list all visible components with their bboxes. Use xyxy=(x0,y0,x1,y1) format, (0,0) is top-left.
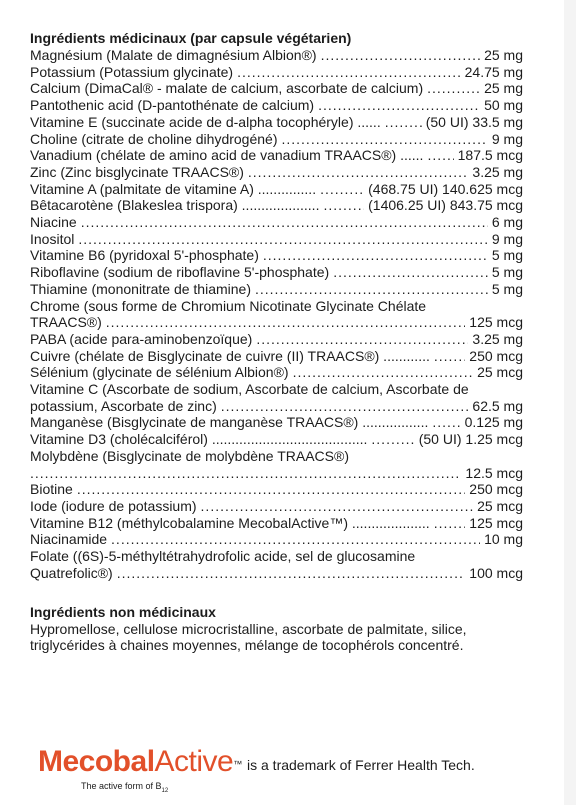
ingredient-name: Vitamine B6 (pyridoxal 5'-phosphate) xyxy=(30,247,259,264)
ingredient-row xyxy=(30,247,523,264)
leader-dots xyxy=(321,47,481,64)
leader-dots xyxy=(434,515,466,532)
ingredient-amount: 100 mcg xyxy=(469,564,523,581)
leader-dots xyxy=(117,565,466,582)
ingredient-name: Quatrefolic®) xyxy=(30,564,113,581)
ingredient-name: Vanadium (chélate de amino acid de vanadium TRAACS®) ...... xyxy=(30,147,424,164)
ingredient-row xyxy=(30,431,523,448)
ingredient-row xyxy=(30,264,523,281)
ingredient-amount: 3.25 mg xyxy=(472,163,523,180)
leader-dots xyxy=(427,80,480,97)
leader-dots xyxy=(333,264,488,281)
ingredient-row xyxy=(30,364,523,381)
ingredient-row xyxy=(30,481,523,498)
ingredient-name: Chrome (sous forme de Chromium Nicotinate Glycinate Chélate xyxy=(30,297,427,314)
ingredient-amount: 3.25 mg xyxy=(472,330,523,347)
ingredient-row xyxy=(30,64,523,81)
medicinal-list xyxy=(30,47,523,582)
ingredient-amount: 25 mcg xyxy=(477,364,523,381)
ingredient-name: Molybdène (Bisglycinate de molybdène TRAACS®) xyxy=(30,447,349,464)
leader-dots xyxy=(323,197,364,214)
leader-dots xyxy=(221,398,469,415)
ingredient-amount: 5 mg xyxy=(491,264,523,281)
ingredient-name: Inositol xyxy=(30,230,75,247)
page-edge xyxy=(564,0,576,805)
ingredient-row xyxy=(30,565,523,582)
ingredient-name: potassium, Ascorbate de zinc) xyxy=(30,397,217,414)
leader-dots xyxy=(77,481,465,498)
leader-dots xyxy=(320,181,364,198)
ingredient-name: Cuivre (chélate de Bisglycinate de cuivre (II) TRAACS®) ............ xyxy=(30,347,430,364)
ingredient-row xyxy=(30,281,523,298)
ingredient-row xyxy=(30,197,523,214)
ingredient-row xyxy=(30,231,523,248)
ingredient-row xyxy=(30,348,523,365)
ingredient-name: Vitamine C (Ascorbate de sodium, Ascorbate de calcium, Ascorbate de xyxy=(30,381,469,398)
ingredient-row xyxy=(30,114,523,131)
leader-dots xyxy=(255,281,488,298)
leader-dots xyxy=(81,214,488,231)
ingredients-panel xyxy=(30,30,523,654)
ingredient-amount: (50 UI) 33.5 mg xyxy=(425,113,523,130)
ingredient-row xyxy=(30,448,523,465)
ingredient-amount: 0.125 mg xyxy=(464,414,523,431)
leader-dots xyxy=(111,531,480,548)
ingredient-name: Thiamine (mononitrate de thiamine) xyxy=(30,280,251,297)
ingredient-name: Manganèse (Bisglycinate de manganèse TRAACS®) ................. xyxy=(30,414,429,431)
ingredient-row xyxy=(30,147,523,164)
leader-dots xyxy=(263,247,488,264)
ingredient-row xyxy=(30,398,523,415)
ingredient-amount: 9 mg xyxy=(491,130,523,147)
leader-dots xyxy=(201,498,474,515)
ingredient-name: Pantothenic acid (D-pantothénate de calcium) xyxy=(30,97,315,114)
leader-dots xyxy=(30,465,461,482)
ingredient-amount: 187.5 mcg xyxy=(457,147,523,164)
ingredient-name: Vitamine A (palmitate de vitamine A) ............... xyxy=(30,180,317,197)
ingredient-row xyxy=(30,298,523,315)
ingredient-row xyxy=(30,80,523,97)
ingredient-name: Calcium (DimaCal® - malate de calcium, ascorbate de calcium) xyxy=(30,80,424,97)
leader-dots xyxy=(248,164,469,181)
ingredient-name: Biotine xyxy=(30,481,73,498)
ingredient-row xyxy=(30,531,523,548)
ingredient-name: Vitamine D3 (cholécalciférol) ........................................ xyxy=(30,431,368,448)
ingredient-amount: 25 mg xyxy=(484,80,523,97)
nonmedicinal-heading: Ingrédients non médicinaux xyxy=(30,603,216,620)
ingredient-row xyxy=(30,164,523,181)
mecobalactive-logo: MecobalActive™ xyxy=(38,745,242,778)
nonmedicinal-text: Hypromellose, cellulose microcristalline, ascorbate de palmitate, silice, triglycérides à chaines moyennes, mélange de tocophérols concentré. xyxy=(30,620,467,653)
ingredient-amount: 5 mg xyxy=(491,280,523,297)
brand-footer xyxy=(38,746,508,796)
ingredient-name: Bêtacarotène (Blakeslea trispora) .................... xyxy=(30,197,320,214)
ingredient-row xyxy=(30,548,523,565)
ingredient-amount: 250 mcg xyxy=(469,481,523,498)
ingredient-row xyxy=(30,498,523,515)
ingredient-amount: 62.5 mg xyxy=(472,397,523,414)
ingredient-row xyxy=(30,381,523,398)
ingredient-amount: 12.5 mcg xyxy=(465,464,523,481)
ingredient-amount: (468.75 UI) 140.625 mcg xyxy=(368,180,523,197)
leader-dots xyxy=(237,64,461,81)
ingredient-name: Zinc (Zinc bisglycinate TRAACS®) xyxy=(30,163,244,180)
leader-dots xyxy=(256,331,468,348)
leader-dots xyxy=(78,231,488,248)
ingredient-amount: (1406.25 UI) 843.75 mcg xyxy=(368,197,523,214)
ingredient-name: TRAACS®) xyxy=(30,314,102,331)
ingredient-row xyxy=(30,181,523,198)
ingredient-name: Riboflavine (sodium de riboflavine 5'-phosphate) xyxy=(30,264,330,281)
leader-dots xyxy=(293,364,474,381)
ingredient-amount: 250 mcg xyxy=(469,347,523,364)
ingredient-amount: 10 mg xyxy=(484,531,523,548)
ingredient-name: Potassium (Potassium glycinate) xyxy=(30,63,234,80)
ingredient-name: Iode (iodure de potassium) xyxy=(30,497,197,514)
ingredient-row xyxy=(30,47,523,64)
ingredient-row xyxy=(30,97,523,114)
leader-dots xyxy=(318,97,480,114)
ingredient-amount: 24.75 mg xyxy=(464,63,523,80)
ingredient-row xyxy=(30,465,523,482)
leader-dots xyxy=(281,131,487,148)
ingredient-row xyxy=(30,314,523,331)
ingredient-amount: 25 mcg xyxy=(477,497,523,514)
leader-dots xyxy=(432,414,460,431)
ingredient-name: Magnésium (Malate de dimagnésium Albion®) xyxy=(30,47,317,63)
ingredient-amount: 125 mcg xyxy=(469,514,523,531)
ingredient-amount: 25 mg xyxy=(484,47,523,63)
leader-dots xyxy=(106,314,466,331)
ingredient-name: Niacinamide xyxy=(30,531,108,548)
trademark-notice: is a trademark of Ferrer Health Tech. xyxy=(247,757,475,773)
medicinal-heading: Ingrédients médicinaux (par capsule végétarien) xyxy=(30,30,352,46)
ingredient-name: PABA (acide para-aminobenzoïque) xyxy=(30,330,253,347)
ingredient-row xyxy=(30,331,523,348)
logo-tagline: The active form of $B_{12}$ xyxy=(81,781,169,794)
ingredient-amount: 50 mg xyxy=(484,97,523,114)
ingredient-name: Vitamine E (succinate acide de d-alpha tocophéryle) ...... xyxy=(30,113,381,130)
ingredient-name: Niacine xyxy=(30,214,77,231)
ingredient-row xyxy=(30,214,523,231)
ingredient-name: Folate ((6S)-5-méthyltétrahydrofolic acide, sel de glucosamine xyxy=(30,548,416,565)
ingredient-name: Choline (citrate de choline dihydrogéné) xyxy=(30,130,278,147)
ingredient-amount: 6 mg xyxy=(491,214,523,231)
ingredient-amount: (50 UI) 1.25 mcg xyxy=(418,431,523,448)
ingredient-amount: 5 mg xyxy=(491,247,523,264)
leader-dots xyxy=(427,147,453,164)
ingredient-name: Vitamine B12 (méthylcobalamine MecobalActive™) .................... xyxy=(30,514,430,531)
leader-dots xyxy=(385,114,422,131)
leader-dots xyxy=(371,431,414,448)
ingredient-name: Sélénium (glycinate de sélénium Albion®) xyxy=(30,364,289,381)
ingredient-amount: 9 mg xyxy=(491,230,523,247)
ingredient-row xyxy=(30,131,523,148)
leader-dots xyxy=(434,348,465,365)
ingredient-row xyxy=(30,515,523,532)
ingredient-row xyxy=(30,414,523,431)
ingredient-amount: 125 mcg xyxy=(469,314,523,331)
